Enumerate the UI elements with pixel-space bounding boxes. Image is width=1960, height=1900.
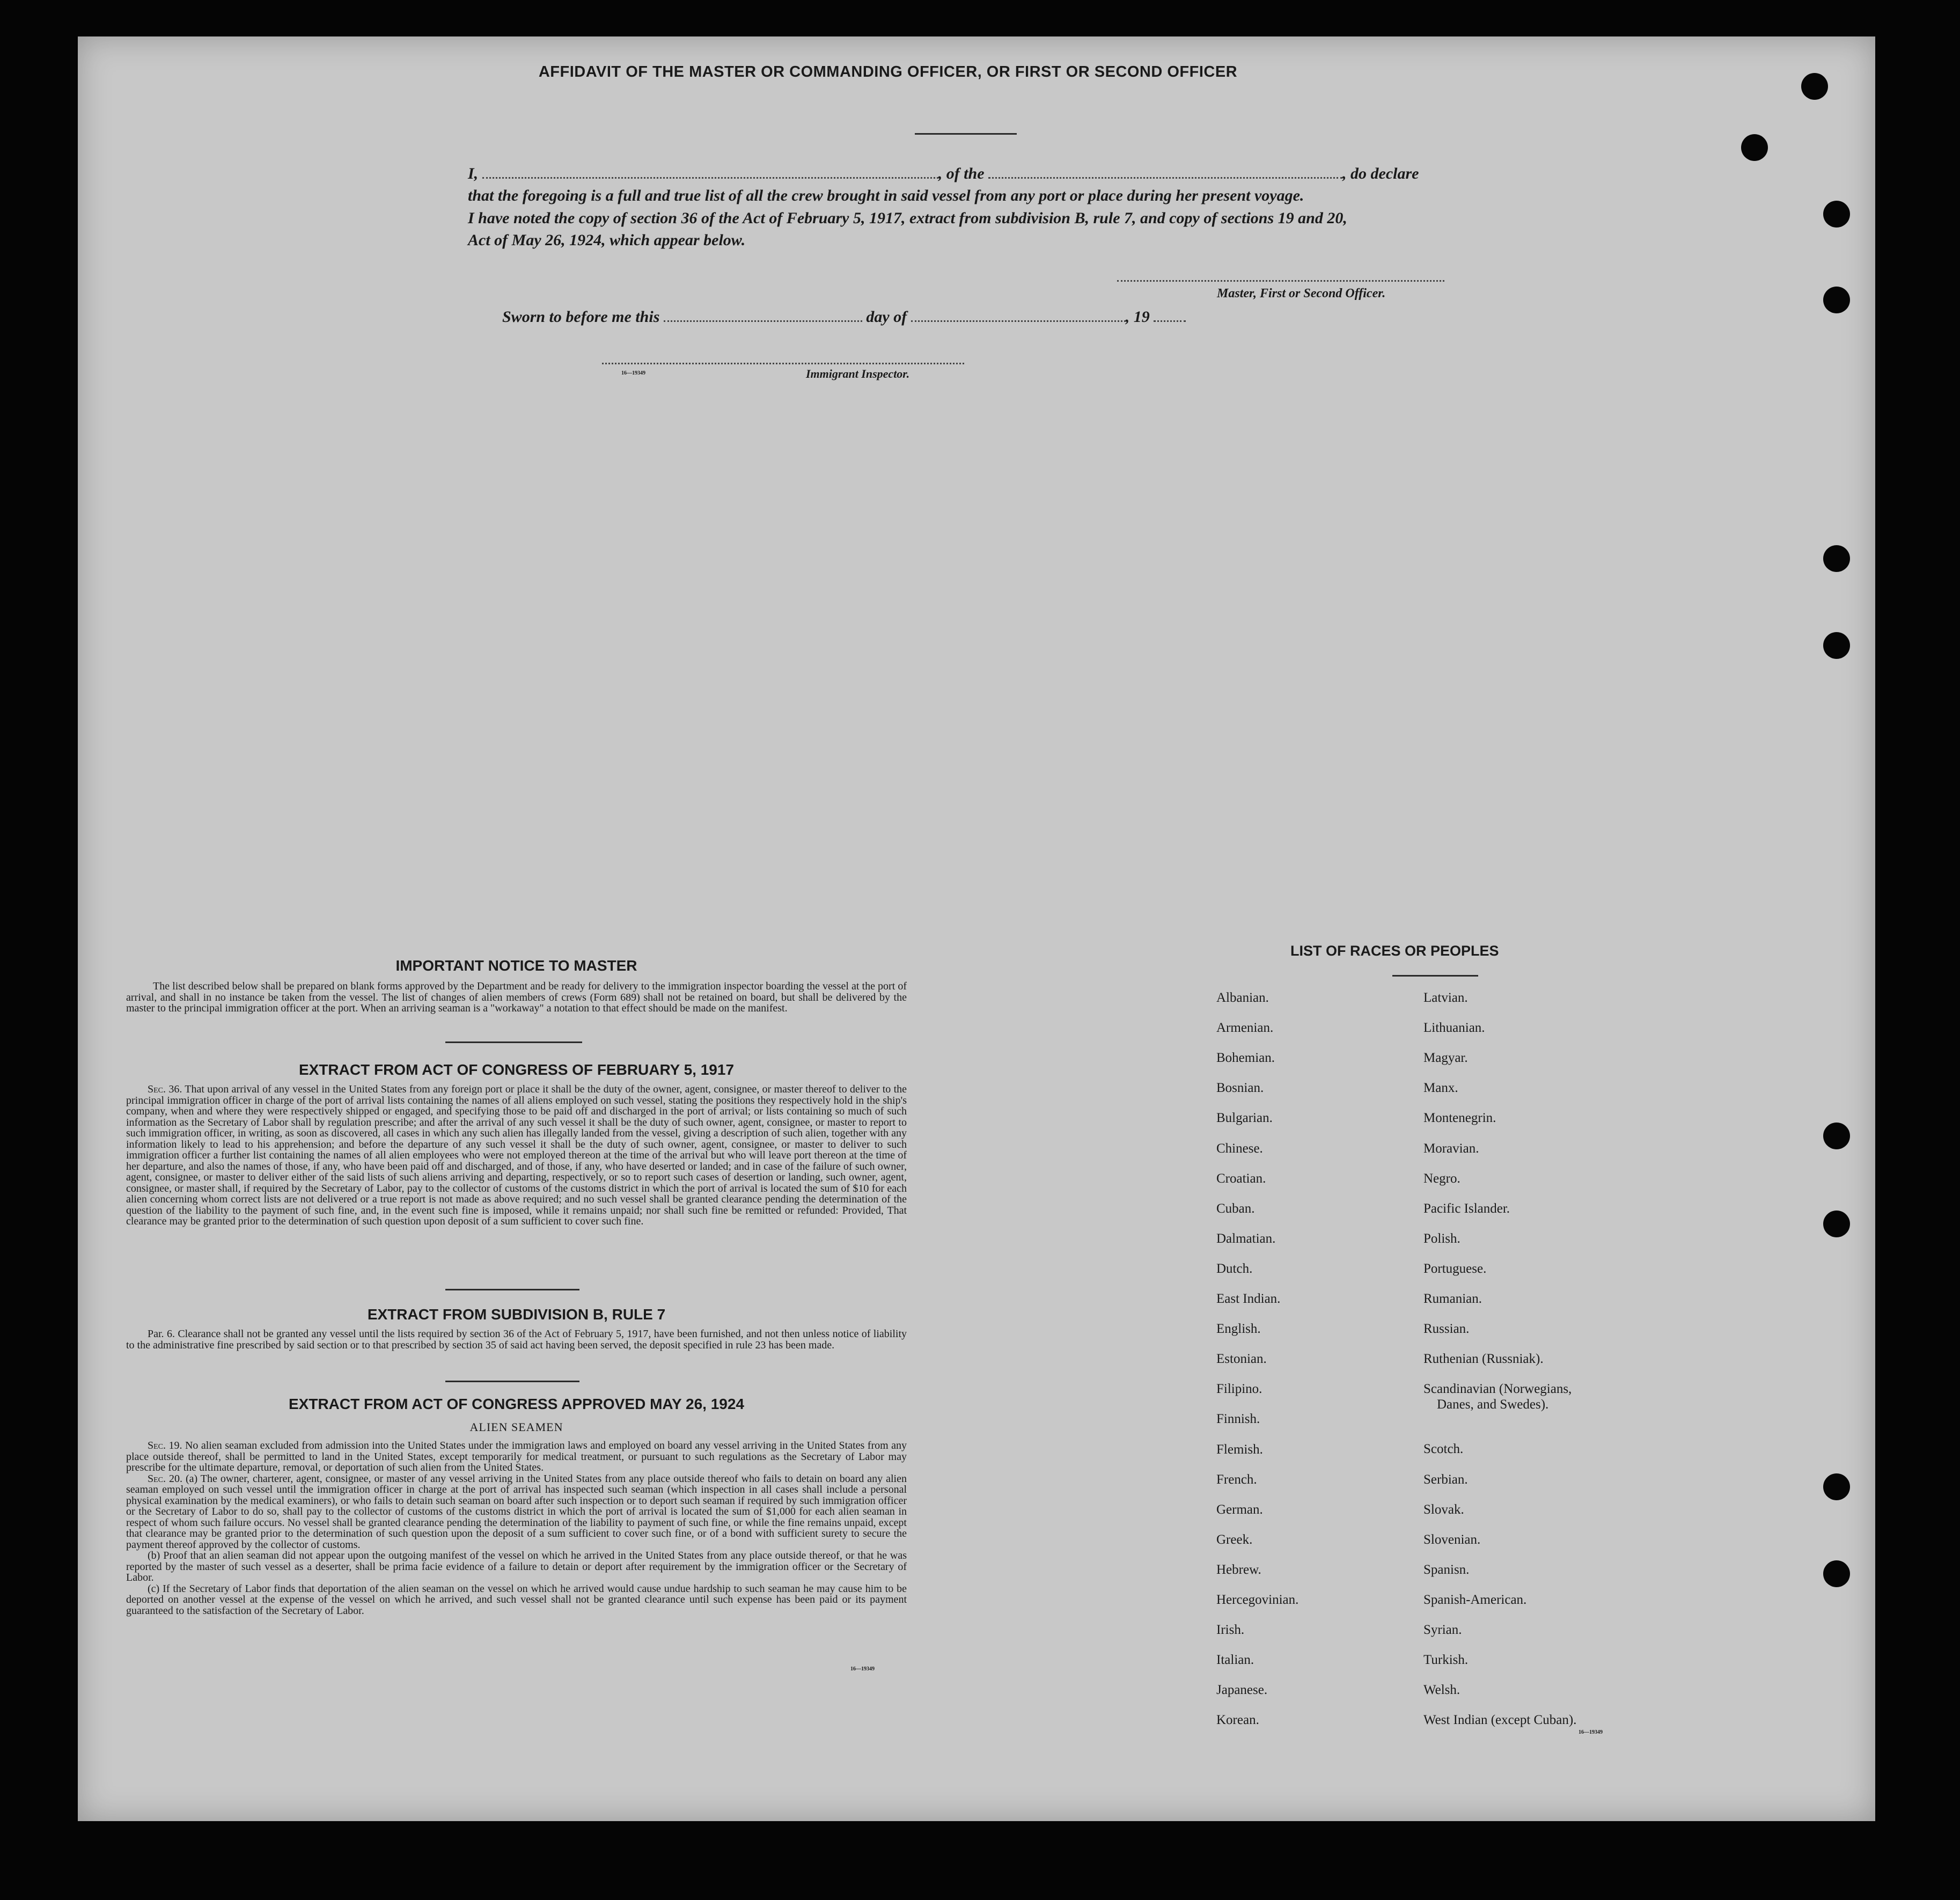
section-20c-body: (c) If the Secretary of Labor finds that deportation of the alien seaman on the vessel on which he arrived would cause undue hardship to such seaman he may cause him to be deported on another vessel at the expense of the vessel on which he arrived, and such vessel shall not be granted clearance until such expense has been paid or its payment guaranteed to the satisfaction of the Secretary of Labor.	[126, 1582, 907, 1617]
binder-hole	[1741, 134, 1768, 161]
sworn-month-field[interactable]	[911, 318, 1126, 322]
binder-hole	[1823, 545, 1850, 572]
race-item: Lithuanian.	[1423, 1021, 1485, 1036]
notice-text: The list described below shall be prepared on blank forms approved by the Department and be ready for delivery to the immigration inspector boarding the vessel at the port of arrival, and shall in no instance be taken from the vessel. The list of changes of alien members of crews (Form 689) shall not be retained on board, but shall be delivered by the master to the principal immigration officer at the port. When an arriving seaman is a "workaway" a notation to that effect should be made on the manifest.	[126, 980, 907, 1014]
race-item: Manx.	[1423, 1081, 1458, 1096]
form-number: 16—19349	[850, 1666, 875, 1672]
binder-hole	[1823, 1123, 1850, 1149]
binder-hole	[1823, 287, 1850, 313]
form-number: 16—19349	[621, 370, 645, 376]
rule-7-title: EXTRACT FROM SUBDIVISION B, RULE 7	[367, 1306, 666, 1323]
race-item: Spanisn.	[1423, 1562, 1470, 1577]
binder-hole	[1801, 73, 1828, 100]
sworn-line	[502, 308, 1186, 326]
year-prefix: , 19	[1125, 308, 1150, 326]
race-item: Latvian.	[1423, 991, 1468, 1005]
race-item: Danes, and Swedes).	[1437, 1397, 1549, 1412]
races-title: LIST OF RACES OR PEOPLES	[1290, 943, 1499, 959]
race-item: Turkish.	[1423, 1653, 1469, 1668]
race-item: French.	[1216, 1472, 1257, 1487]
section-label: Sec. 19.	[148, 1440, 182, 1451]
declarant-name-field[interactable]	[482, 175, 938, 179]
race-item: Pacific Islander.	[1423, 1201, 1510, 1216]
sworn-label: Sworn to before me this	[502, 308, 660, 326]
race-item: Bulgarian.	[1216, 1111, 1273, 1126]
race-item: Hebrew.	[1216, 1562, 1261, 1577]
race-item: Dutch.	[1216, 1261, 1253, 1276]
notice-title: IMPORTANT NOTICE TO MASTER	[395, 957, 637, 974]
rule-7-text: Par. 6. Clearance shall not be granted any vessel until the lists required by section 36 of the Act of February 5, 1917, have been furnished, and not then unless notice of liability to the administrative fine prescribed by said section or to that prescribed by section 35 of said act having been served, the deposit specified in rule 23 has been made.	[126, 1328, 907, 1351]
race-item: Estonian.	[1216, 1352, 1267, 1367]
do-declare-label: , do declare	[1342, 165, 1419, 182]
race-item: Albanian.	[1216, 991, 1269, 1005]
section-rule	[445, 1041, 582, 1043]
race-item: Rumanian.	[1423, 1292, 1482, 1306]
section-label: Sec. 36.	[148, 1083, 182, 1095]
race-item: Japanese.	[1216, 1683, 1268, 1698]
section-20a-body: (a) The owner, charterer, agent, consignee, or master of any vessel arriving in the United States from any place outside thereof who fails to detain on board any alien seaman employed on such vessel until the immigration officer in charge at the port of arrival has inspected such seaman (which inspection in all cases shall include a personal physical examination by the medical examiners), or who fails to detain such seaman on board after such inspection or to deport such seaman if required by such immigration officer or the Secretary of Labor to do so, shall pay to the collector of customs of the customs district in which the port of arrival is located the sum of $1,000 for each alien seaman in respect of whom such failure occurs. No vessel shall be granted clearance pending the determination of the liability to payment of such fine, or while the fine remains unpaid, except that clearance may be granted prior to the determination of such question upon the deposit of a sum sufficient to cover such fine, or of a bond with sufficient surety to secure the payment thereof approved by the collector of customs.	[126, 1472, 907, 1551]
race-item: Moravian.	[1423, 1141, 1479, 1156]
declaration-line-2: that the foregoing is a full and true list of all the crew brought in said vessel from any port or place during her present voyage.	[468, 187, 1304, 204]
extract-1917-title: EXTRACT FROM ACT OF CONGRESS OF FEBRUARY 5, 1917	[298, 1061, 735, 1078]
race-item: Slovenian.	[1423, 1532, 1481, 1547]
form-number: 16—19349	[1579, 1729, 1603, 1735]
race-item: Hercegovinian.	[1216, 1593, 1299, 1607]
race-item: English.	[1216, 1322, 1261, 1337]
race-item: Ruthenian (Russniak).	[1423, 1352, 1544, 1367]
race-item: Italian.	[1216, 1653, 1254, 1668]
section-20b-body: (b) Proof that an alien seaman did not appear upon the outgoing manifest of the vessel on which he arrived in the United States from any place outside thereof, or that he was reported by the master of such vessel as a deserter, shall be prima facie evidence of a failure to detain or deport after requirement by the immigration officer or the Secretary of Labor.	[126, 1550, 907, 1583]
race-item: East Indian.	[1216, 1292, 1281, 1306]
race-item: Dalmatian.	[1216, 1231, 1276, 1246]
extract-1924-text	[126, 1440, 907, 1616]
race-item: German.	[1216, 1502, 1263, 1517]
race-item: Montenegrin.	[1423, 1111, 1496, 1126]
race-item: Chinese.	[1216, 1141, 1263, 1156]
races-title-rule	[1392, 975, 1478, 977]
binder-hole	[1823, 1560, 1850, 1587]
race-item: Irish.	[1216, 1623, 1245, 1638]
title-rule	[915, 133, 1017, 135]
race-item: Welsh.	[1423, 1683, 1460, 1698]
alien-seamen-subtitle: ALIEN SEAMEN	[469, 1420, 563, 1434]
race-item: Korean.	[1216, 1713, 1259, 1728]
binder-hole	[1823, 1473, 1850, 1500]
race-item: Slovak.	[1423, 1502, 1464, 1517]
affidavit-title: AFFIDAVIT OF THE MASTER OR COMMANDING OFFICER, OR FIRST OR SECOND OFFICER	[538, 63, 1238, 80]
inspector-signature-line[interactable]	[602, 363, 964, 364]
race-item: Armenian.	[1216, 1021, 1274, 1036]
binder-hole	[1823, 201, 1850, 228]
section-body: That upon arrival of any vessel in the United States from any foreign port or place it shall be the duty of the owner, agent, consignee, or master thereof to deliver to the principal immigration officer in charge of the port of arrival lists containing the names of all aliens employed on such vessel, stating the positions they respectively hold in the ship's company, when and where they were respectively shipped or engaged, and specifying those to be paid off and discharged in the port of arrival; or lists containing so much of such information as the Secretary of Labor shall by regulation prescribe; and after the arrival of any such vessel it shall be the duty of such owner, agent, consignee, or master to report to such immigration officer, in writing, as soon as discovered, all cases in which any such alien has illegally landed from the vessel, giving a description of such alien, together with any information likely to lead to his apprehension; and before the departure of any such vessel it shall be the duty of such owner, agent, consignee, or master to deliver to such immigration officer a further list containing the names of all alien employees who were not employed thereon at the time of the arrival but who will leave port thereon at the time of her departure, and also the names of those, if any, who have been paid off and discharged, and of those, if any, who have deserted or landed; and in case of the failure of such owner, agent, consignee, or master to deliver either of the said lists of such aliens arriving and departing, respectively, or so to report such cases of desertion or landing, such owner, agent, consignee, or master shall, if required by the Secretary of Labor, pay to the collector of customs of the customs district in which the port of arrival is located the sum of $10 for each alien concerning whom correct lists are not delivered or a true report is not made as above required; and no such vessel shall be granted clearance pending the determination of the question of the liability to the payment of such fine, and, in the event such fine is imposed, while it remains unpaid; nor shall such fine be remitted or refunded: Provided, That clearance may be granted prior to the determination of such question upon deposit of a sum sufficient to cover such fine.	[126, 1083, 907, 1227]
extract-1917-text	[126, 1084, 907, 1227]
race-item: Croatian.	[1216, 1171, 1266, 1186]
binder-hole	[1823, 632, 1850, 659]
master-signature-line[interactable]	[1117, 280, 1444, 282]
sworn-year-field[interactable]	[1154, 318, 1186, 322]
race-item: Serbian.	[1423, 1472, 1468, 1487]
section-rule	[445, 1381, 579, 1382]
of-the-label: , of the	[938, 165, 985, 182]
race-item: West Indian (except Cuban).	[1423, 1713, 1577, 1728]
declaration-line-4: Act of May 26, 1924, which appear below.	[468, 231, 746, 249]
race-item: Magyar.	[1423, 1051, 1468, 1066]
race-item: Polish.	[1423, 1231, 1460, 1246]
race-item: Portuguese.	[1423, 1261, 1487, 1276]
master-signature-label: Master, First or Second Officer.	[1217, 287, 1386, 300]
race-item: Filipino.	[1216, 1382, 1262, 1397]
section-label: Sec. 20.	[148, 1472, 182, 1485]
race-item: Scandinavian (Norwegians,	[1423, 1382, 1572, 1397]
race-item: Negro.	[1423, 1171, 1460, 1186]
section-rule	[445, 1289, 579, 1290]
vessel-name-field[interactable]	[988, 175, 1342, 179]
declarant-prefix: I,	[468, 165, 479, 182]
race-item: Spanish-American.	[1423, 1592, 1527, 1607]
day-of-label: day of	[866, 308, 907, 326]
race-item: Finnish.	[1216, 1412, 1260, 1427]
race-item: Scotch.	[1423, 1442, 1464, 1457]
race-item: Syrian.	[1423, 1623, 1462, 1637]
extract-1924-title: EXTRACT FROM ACT OF CONGRESS APPROVED MAY 26, 1924	[289, 1396, 744, 1412]
declaration-line-3: I have noted the copy of section 36 of the Act of February 5, 1917, extract from subdivision B, rule 7, and copy of sections 19 and 20,	[468, 209, 1347, 227]
inspector-label: Immigrant Inspector.	[806, 367, 910, 380]
race-item: Greek.	[1216, 1532, 1253, 1547]
section-19-body: No alien seaman excluded from admission into the United States under the immigration laws and employed on board any vessel arriving in the United States from any place outside thereof, shall be permitted to land in the United States, except temporarily for medical treatment, or pursuant to such regulations as the Secretary of Labor may prescribe for the ultimate departure, removal, or deportation of such alien from the United States.	[126, 1440, 907, 1473]
binder-hole	[1823, 1211, 1850, 1237]
race-item: Bohemian.	[1216, 1051, 1275, 1066]
race-item: Bosnian.	[1216, 1081, 1264, 1096]
declaration-line-1	[468, 165, 1419, 183]
race-item: Cuban.	[1216, 1201, 1255, 1216]
sworn-day-field[interactable]	[664, 318, 862, 322]
race-item: Flemish.	[1216, 1442, 1263, 1457]
race-item: Russian.	[1423, 1322, 1470, 1337]
